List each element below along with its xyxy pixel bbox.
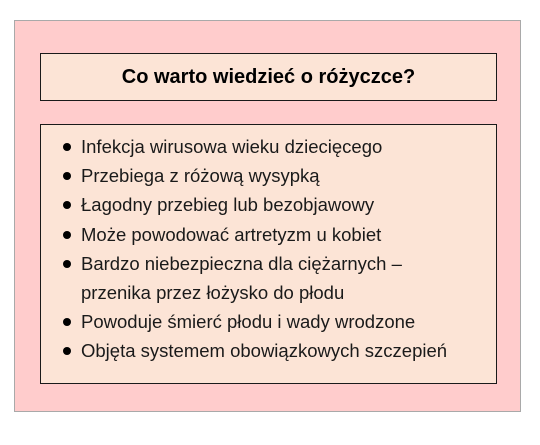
list-item-text: Łagodny przebieg lub bezobjawowy	[81, 194, 375, 216]
bullet-icon	[63, 143, 71, 151]
list-item	[41, 190, 496, 219]
facts-list	[41, 125, 496, 366]
list-item	[41, 132, 496, 161]
bullet-icon	[63, 318, 71, 326]
list-item-text-line-2: przenika przez łożysko do płodu	[81, 282, 345, 304]
list-item	[41, 249, 496, 307]
list-item-text-line-1: Bardzo niebezpieczna dla ciężarnych –	[81, 252, 402, 274]
list-item	[41, 161, 496, 190]
list-item-text: Może powodować artretyzm u kobiet	[81, 223, 382, 245]
bullet-icon	[63, 260, 71, 268]
list-item	[41, 307, 496, 336]
list-item-text: Powoduje śmierć płodu i wady wrodzone	[81, 311, 416, 333]
list-item	[41, 220, 496, 249]
bullet-icon	[63, 347, 71, 355]
list-item-text: Przebiega z różową wysypką	[81, 165, 320, 187]
title-box	[40, 53, 497, 101]
bullet-icon	[63, 201, 71, 209]
list-item	[41, 336, 496, 365]
list-item-text: Infekcja wirusowa wieku dziecięcego	[81, 136, 383, 157]
bullet-icon	[63, 231, 71, 239]
title-text: Co warto wiedzieć o różyczce?	[121, 65, 416, 88]
bullet-icon	[63, 172, 71, 180]
facts-box	[40, 124, 497, 384]
list-item-text: Objęta systemem obowiązkowych szczepień	[81, 340, 448, 362]
